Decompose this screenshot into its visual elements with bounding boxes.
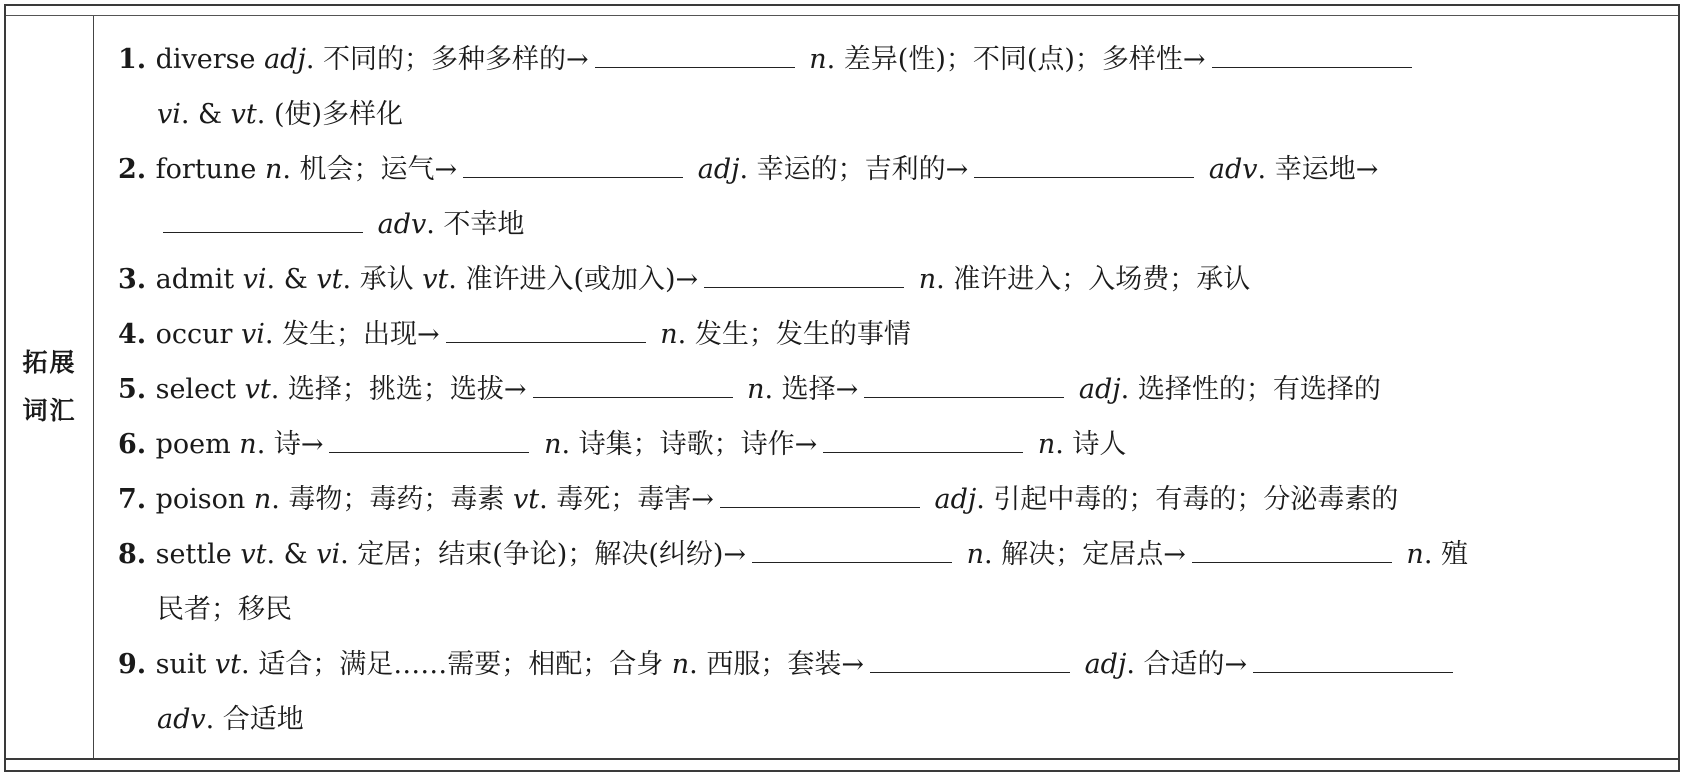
text-segment: . 毒物；毒药；毒素 (271, 484, 513, 515)
item-number: 2. (118, 154, 156, 185)
part-of-speech: n (1406, 539, 1424, 570)
answer-blank[interactable] (870, 654, 1070, 673)
part-of-speech: vi (240, 319, 265, 350)
text-segment: . 选择；挑选；选拔→ (270, 374, 527, 405)
item-number: 8. (118, 539, 156, 570)
answer-blank[interactable] (329, 434, 529, 453)
part-of-speech: adj (264, 44, 306, 75)
part-of-speech: n (660, 319, 678, 350)
text-segment (958, 539, 967, 570)
item-number: 1. (118, 44, 156, 75)
text-segment: admit (155, 264, 243, 295)
text-segment: occur (155, 319, 241, 350)
text-segment: . 不同的；多种多样的→ (305, 44, 589, 75)
answer-blank[interactable] (720, 489, 920, 508)
text-segment: . 差异(性)；不同(点)；多样性→ (826, 44, 1206, 75)
answer-blank[interactable] (823, 434, 1023, 453)
text-segment: . 幸运地→ (1257, 154, 1379, 185)
vocab-item-continuation (118, 692, 1678, 747)
text-segment: . 适合；满足……需要；相配；合身 (241, 649, 672, 680)
part-of-speech: n (544, 429, 562, 460)
vocab-item-continuation (118, 87, 1678, 142)
part-of-speech: n (239, 429, 257, 460)
text-segment: . 解决；定居点→ (984, 539, 1186, 570)
text-segment (535, 429, 544, 460)
text-segment: . 幸运的；吉利的→ (739, 154, 969, 185)
answer-blank[interactable] (446, 324, 646, 343)
answer-blank[interactable] (704, 269, 904, 288)
vocab-item-continuation (118, 197, 1678, 252)
item-number: 6. (118, 429, 156, 460)
text-segment: fortune (155, 154, 265, 185)
text-segment (1200, 154, 1209, 185)
part-of-speech: adv (157, 704, 206, 735)
vocab-item-line (118, 417, 1678, 472)
part-of-speech: vt (240, 539, 267, 570)
answer-blank[interactable] (752, 544, 952, 563)
text-segment: . 准许进入；入场费；承认 (936, 264, 1251, 295)
text-segment: . 引起中毒的；有毒的；分泌毒素的 (976, 484, 1399, 515)
answer-blank[interactable] (1212, 49, 1412, 68)
vocabulary-table (4, 4, 1680, 772)
text-segment: suit (155, 649, 215, 680)
text-segment: . 西服；套装→ (689, 649, 864, 680)
text-segment: . 承认 (342, 264, 423, 295)
text-segment: . (使)多样化 (256, 99, 404, 130)
part-of-speech: vt (316, 264, 343, 295)
answer-blank[interactable] (463, 159, 683, 178)
text-segment: 民者；移民 (157, 594, 292, 625)
vocab-item-line (118, 472, 1678, 527)
text-segment: . 诗→ (256, 429, 324, 460)
text-segment: . 合适的→ (1126, 649, 1248, 680)
part-of-speech: n (253, 484, 272, 515)
text-segment: . 毒死；毒害→ (539, 484, 714, 515)
part-of-speech: n (671, 649, 690, 680)
part-of-speech: adj (1084, 649, 1127, 680)
text-segment: . 选择性的；有选择的 (1120, 374, 1381, 405)
text-segment (689, 154, 698, 185)
part-of-speech: vi (242, 264, 267, 295)
answer-blank[interactable] (1192, 544, 1392, 563)
part-of-speech: adv (1208, 154, 1258, 185)
part-of-speech: vt (230, 99, 257, 130)
text-segment: . 发生；发生的事情 (677, 319, 911, 350)
text-segment: . 选择→ (764, 374, 859, 405)
text-segment: . 诗人 (1055, 429, 1127, 460)
text-segment: diverse (155, 44, 265, 75)
part-of-speech: n (809, 44, 827, 75)
item-number: 5. (118, 374, 156, 405)
text-segment (801, 44, 810, 75)
text-segment: poison (155, 484, 254, 515)
text-segment: poem (155, 429, 240, 460)
text-segment: . & (266, 264, 317, 295)
label-cell (6, 16, 93, 758)
text-segment: . & (266, 539, 317, 570)
answer-blank[interactable] (974, 159, 1194, 178)
part-of-speech: vi (316, 539, 341, 570)
vocab-item-line (118, 637, 1678, 692)
text-segment (1029, 429, 1038, 460)
text-segment: . 定居；结束(争论)；解决(纠纷)→ (340, 539, 747, 570)
text-segment: . 发生；出现→ (264, 319, 440, 350)
part-of-speech: adj (934, 484, 977, 515)
part-of-speech: n (1037, 429, 1056, 460)
text-segment: . 殖 (1423, 539, 1468, 570)
item-number: 7. (118, 484, 156, 515)
answer-blank[interactable] (533, 379, 733, 398)
part-of-speech: adj (697, 154, 740, 185)
vocab-item-line (118, 307, 1678, 362)
text-segment (910, 264, 919, 295)
text-segment: . 机会；运气→ (282, 154, 458, 185)
part-of-speech: vt (244, 374, 271, 405)
table-top-rule (6, 6, 1678, 16)
item-number: 3. (118, 264, 156, 295)
table-bottom-rule (6, 758, 1678, 770)
vocabulary-list (118, 32, 1678, 747)
text-segment (926, 484, 935, 515)
part-of-speech: vt (214, 649, 242, 680)
vocab-item-line (118, 527, 1678, 582)
part-of-speech: adj (1078, 374, 1121, 405)
text-segment (369, 209, 378, 240)
item-number: 9. (118, 649, 156, 680)
part-of-speech: n (966, 539, 985, 570)
item-number: 4. (118, 319, 156, 350)
part-of-speech: n (918, 264, 937, 295)
part-of-speech: vt (513, 484, 540, 515)
text-segment (1076, 649, 1085, 680)
text-segment (652, 319, 661, 350)
vocab-item-line (118, 142, 1678, 197)
answer-blank[interactable] (595, 49, 795, 68)
text-segment: . 合适地 (205, 704, 304, 735)
vocab-item-continuation (118, 582, 1678, 637)
part-of-speech: n (747, 374, 765, 405)
text-segment (1070, 374, 1079, 405)
part-of-speech: adv (377, 209, 427, 240)
text-segment (739, 374, 748, 405)
part-of-speech: n (264, 154, 283, 185)
text-segment: . 不幸地 (426, 209, 525, 240)
answer-blank[interactable] (163, 214, 363, 233)
text-segment: settle (155, 539, 241, 570)
vocab-item-line (118, 252, 1678, 307)
section-label: 拓展词汇 (22, 348, 77, 425)
vocab-item-line (118, 32, 1678, 87)
part-of-speech: vt (422, 264, 449, 295)
answer-blank[interactable] (864, 379, 1064, 398)
label-column (6, 16, 94, 758)
vocab-item-line (118, 362, 1678, 417)
text-segment: . 准许进入(或加入)→ (448, 264, 699, 295)
text-segment: select (155, 374, 245, 405)
part-of-speech: vi (157, 99, 181, 130)
text-segment: . 诗集；诗歌；诗作→ (561, 429, 818, 460)
answer-blank[interactable] (1253, 654, 1453, 673)
text-segment: . & (180, 99, 231, 130)
